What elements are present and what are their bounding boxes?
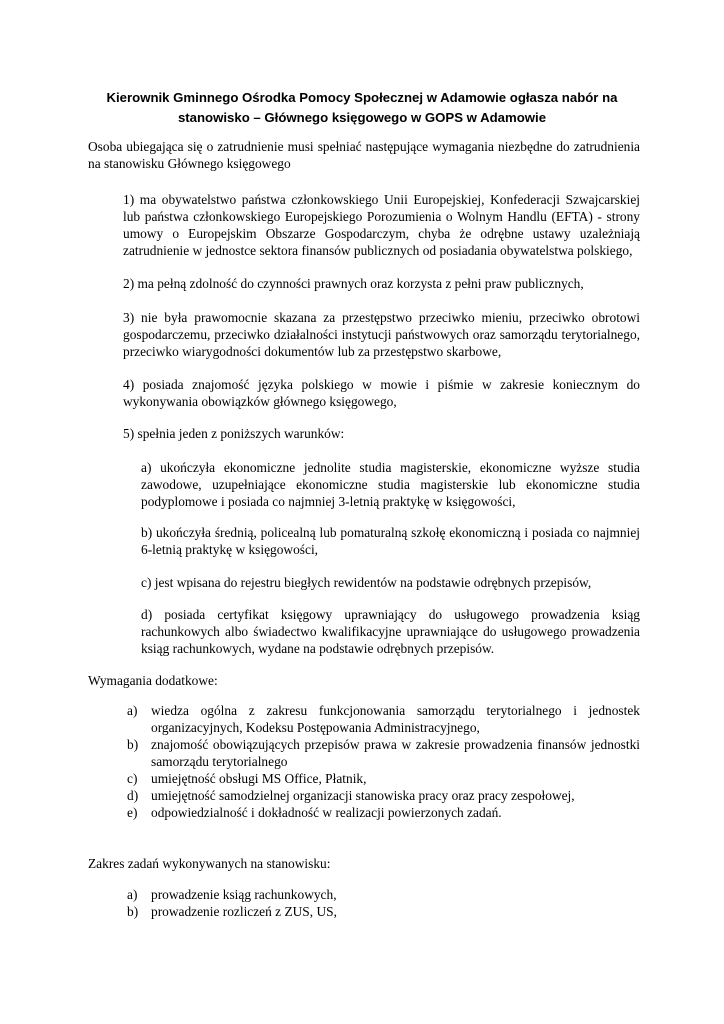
requirement-1: 1) ma obywatelstwo państwa członkowskiego Unii Europejskiej, Konfederacji Szwajcarskiej lub państwa członkowskiego Europejskiego Porozumienia o Wolnym Handlu (EFTA) - strony umowy o Europejskim Obszarze Gospodarczym, chyba że odrębne ustawy uzależniają zatrudnienie w jednostce sektora finansów publicznych od posiadania obywatelstwa polskiego, [123,192,640,258]
title-line-1: Kierownik Gminnego Ośrodka Pomocy Społecznej w Adamowie ogłasza nabór na [106,90,618,105]
list-item: d) umiejętność samodzielnej organizacji stanowiska pracy oraz pracy zespołowej, [127,788,575,803]
intro-paragraph: Osoba ubiegająca się o zatrudnienie musi spełniać następujące wymagania niezbędne do zatrudnienia na stanowisku Głównego księgowego [88,139,640,171]
list-item: c) umiejętność obsługi MS Office, Płatnik, [127,771,367,786]
page-title [86,88,638,128]
requirement-5c: c) jest wpisana do rejestru biegłych rewidentów na podstawie odrębnych przepisów, [141,575,592,590]
list-item: a) prowadzenie ksiąg rachunkowych, [127,887,337,902]
requirement-3: 3) nie była prawomocnie skazana za przestępstwo przeciwko mieniu, przeciwko obrotowi gospodarczemu, przeciwko działalności instytucji państwowych oraz samorządu terytorialnego, przeciwko wiarygodności dokumentów lub za przestępstwo skarbowe, [123,310,640,359]
additional-requirements-heading: Wymagania dodatkowe: [88,673,218,688]
duties-list [123,886,640,920]
additional-requirements-list [123,702,640,821]
title-line-2: stanowisko – Głównego księgowego w GOPS w Adamowie [177,110,547,125]
requirement-2: 2) ma pełną zdolność do czynności prawnych oraz korzysta z pełni praw publicznych, [123,276,584,291]
list-item: e) odpowiedzialność i dokładność w realizacji powierzonych zadań. [127,805,502,820]
requirement-5a: a) ukończyła ekonomiczne jednolite studia magisterskie, ekonomiczne wyższe studia zawodowe, uzupełniające ekonomiczne studia magisterskie lub ekonomiczne studia podyplomowe i posiada co najmniej 3-letnią praktykę w księgowości, [141,460,640,509]
requirement-5b: b) ukończyła średnią, policealną lub pomaturalną szkołę ekonomiczną i posiada co najmniej 6-letnią praktykę w księgowości, [141,525,640,557]
requirement-5d: d) posiada certyfikat księgowy uprawniający do usługowego prowadzenia ksiąg rachunkowych albo świadectwo kwalifikacyjne uprawniające do usługowego prowadzenia ksiąg rachunkowych, wydane na podstawie odrębnych przepisów. [141,607,640,656]
requirement-4: 4) posiada znajomość języka polskiego w mowie i piśmie w zakresie koniecznym do wykonywania obowiązków głównego księgowego, [123,377,640,409]
list-item: b) znajomość obowiązujących przepisów prawa w zakresie prowadzenia finansów jednostki samorządu terytorialnego [127,737,640,769]
duties-heading: Zakres zadań wykonywanych na stanowisku: [88,856,331,871]
list-item: b) prowadzenie rozliczeń z ZUS, US, [127,904,337,919]
list-item: a) wiedza ogólna z zakresu funkcjonowania samorządu terytorialnego i jednostek organizacyjnych, Kodeksu Postępowania Administracyjnego, [127,703,640,735]
requirement-5: 5) spełnia jeden z poniższych warunków: [123,426,345,441]
